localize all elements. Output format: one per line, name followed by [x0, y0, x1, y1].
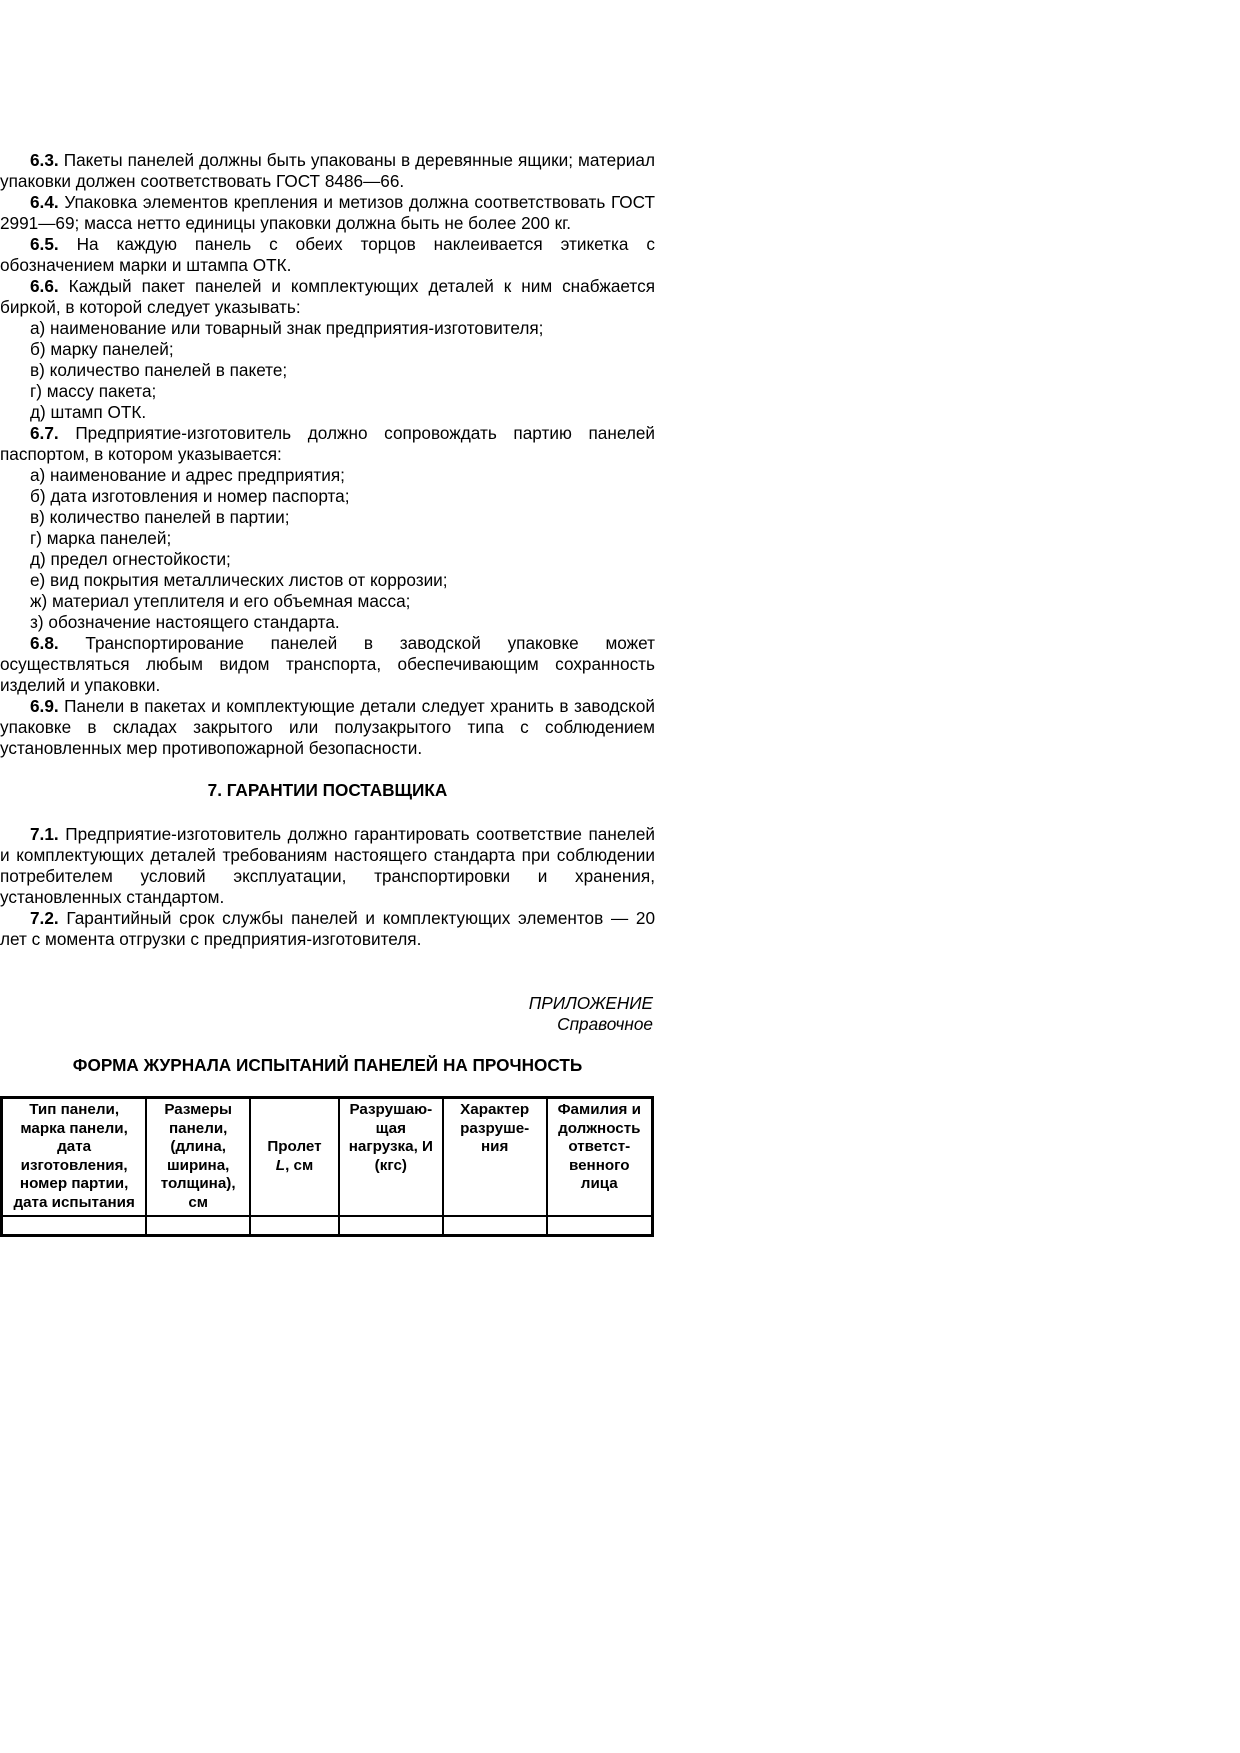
clause-number: 6.8.: [30, 633, 59, 653]
list-item: е) вид покрытия металлических листов от коррозии;: [30, 570, 448, 590]
test-journal-table: [0, 1096, 654, 1237]
table-cell[interactable]: [443, 1216, 547, 1236]
column-header-panel-type: Тип панели, марка панели, дата изготовления, номер партии, дата испытания: [2, 1098, 147, 1216]
table-cell[interactable]: [146, 1216, 250, 1236]
clause-text: Транспортирование панелей в заводской упаковке может осуществляться любым видом транспорта, обеспечивающим сохранность изделий и упаковки.: [0, 633, 655, 695]
section-7-title: 7. ГАРАНТИИ ПОСТАВЩИКА: [207, 780, 448, 800]
clause-6-5: [0, 234, 655, 276]
column-header-span: [250, 1098, 339, 1216]
clause-number: 6.4.: [30, 192, 59, 212]
table-cell[interactable]: [250, 1216, 339, 1236]
clause-text: Каждый пакет панелей и комплектующих деталей к ним снабжается биркой, в которой следует указывать:: [0, 276, 656, 317]
table-header-row: [2, 1098, 653, 1216]
clause-6-9: [0, 696, 655, 759]
clause-text: Панели в пакетах и комплектующие детали следует хранить в заводской упаковке в складах закрытого или полузакрытого типа с соблюдением установленных мер противопожарной безопасности.: [0, 696, 655, 758]
list-item: д) штамп ОТК.: [30, 402, 147, 422]
list-item: а) наименование и адрес предприятия;: [30, 465, 345, 485]
clause-text: Предприятие-изготовитель должно гарантировать соответствие панелей и комплектующих деталей требованиям настоящего стандарта при соблюдении потребителем условий эксплуатации, транспортировки и хранения, установленных стандартом.: [0, 824, 656, 907]
clause-6-8: [0, 633, 655, 696]
table-cell[interactable]: [339, 1216, 443, 1236]
table-cell[interactable]: [547, 1216, 653, 1236]
clause-6-3: [0, 150, 655, 192]
document-page: [0, 150, 655, 1237]
list-item: в) количество панелей в партии;: [30, 507, 290, 527]
clause-text: Предприятие-изготовитель должно сопровождать партию панелей паспортом, в котором указывается:: [0, 423, 656, 464]
list-item: з) обозначение настоящего стандарта.: [30, 612, 340, 632]
clause-7-1: [0, 824, 655, 908]
column-header-dimensions: Размеры панели, (длина, ширина, толщина), см: [146, 1098, 250, 1216]
clause-7-2: [0, 908, 655, 950]
list-item: б) дата изготовления и номер паспорта;: [30, 486, 350, 506]
list-item: г) марка панелей;: [30, 528, 172, 548]
list-item: в) количество панелей в пакете;: [30, 360, 288, 380]
clause-number: 6.7.: [30, 423, 59, 443]
clause-6-6: [0, 276, 655, 318]
column-header-load: Разрушаю-щая нагрузка, И (кгс): [339, 1098, 443, 1216]
column-header-responsible: Фамилия и должность ответст-венного лица: [547, 1098, 653, 1216]
list-item: б) марку панелей;: [30, 339, 174, 359]
clause-number: 7.1.: [30, 824, 59, 844]
list-item: а) наименование или товарный знак предприятия-изготовителя;: [30, 318, 544, 338]
appendix-label: ПРИЛОЖЕНИЕ: [528, 993, 653, 1013]
form-title: ФОРМА ЖУРНАЛА ИСПЫТАНИЙ ПАНЕЛЕЙ НА ПРОЧНОСТЬ: [72, 1055, 583, 1075]
clause-text: Гарантийный срок службы панелей и комплектующих элементов — 20 лет с момента отгрузки с предприятия-изготовителя.: [0, 908, 655, 949]
clause-6-4: [0, 192, 655, 234]
clause-number: 6.9.: [30, 696, 59, 716]
clause-text: Упаковка элементов крепления и метизов должна соответствовать ГОСТ 2991—69; масса нетто единицы упаковки должна быть не более 200 кг.: [0, 192, 655, 233]
span-label: Пролет: [267, 1138, 322, 1156]
span-unit: , см: [285, 1156, 314, 1174]
list-item: г) массу пакета;: [30, 381, 157, 401]
column-header-failure-type: Характер разруше-ния: [443, 1098, 547, 1216]
clause-number: 6.6.: [30, 276, 59, 296]
clause-number: 7.2.: [30, 908, 59, 928]
table-row: [2, 1216, 653, 1236]
list-item: д) предел огнестойкости;: [30, 549, 231, 569]
table-cell[interactable]: [2, 1216, 147, 1236]
appendix-sublabel: Справочное: [557, 1014, 653, 1034]
appendix-header: [0, 993, 655, 1035]
clause-number: 6.5.: [30, 234, 59, 254]
span-symbol: L: [275, 1156, 286, 1174]
clause-text: Пакеты панелей должны быть упакованы в деревянные ящики; материал упаковки должен соответствовать ГОСТ 8486—66.: [0, 150, 655, 191]
clause-6-7: [0, 423, 655, 465]
clause-text: На каждую панель с обеих торцов наклеивается этикетка с обозначением марки и штампа ОТК.: [0, 234, 655, 275]
list-item: ж) материал утеплителя и его объемная масса;: [30, 591, 411, 611]
clause-number: 6.3.: [30, 150, 59, 170]
